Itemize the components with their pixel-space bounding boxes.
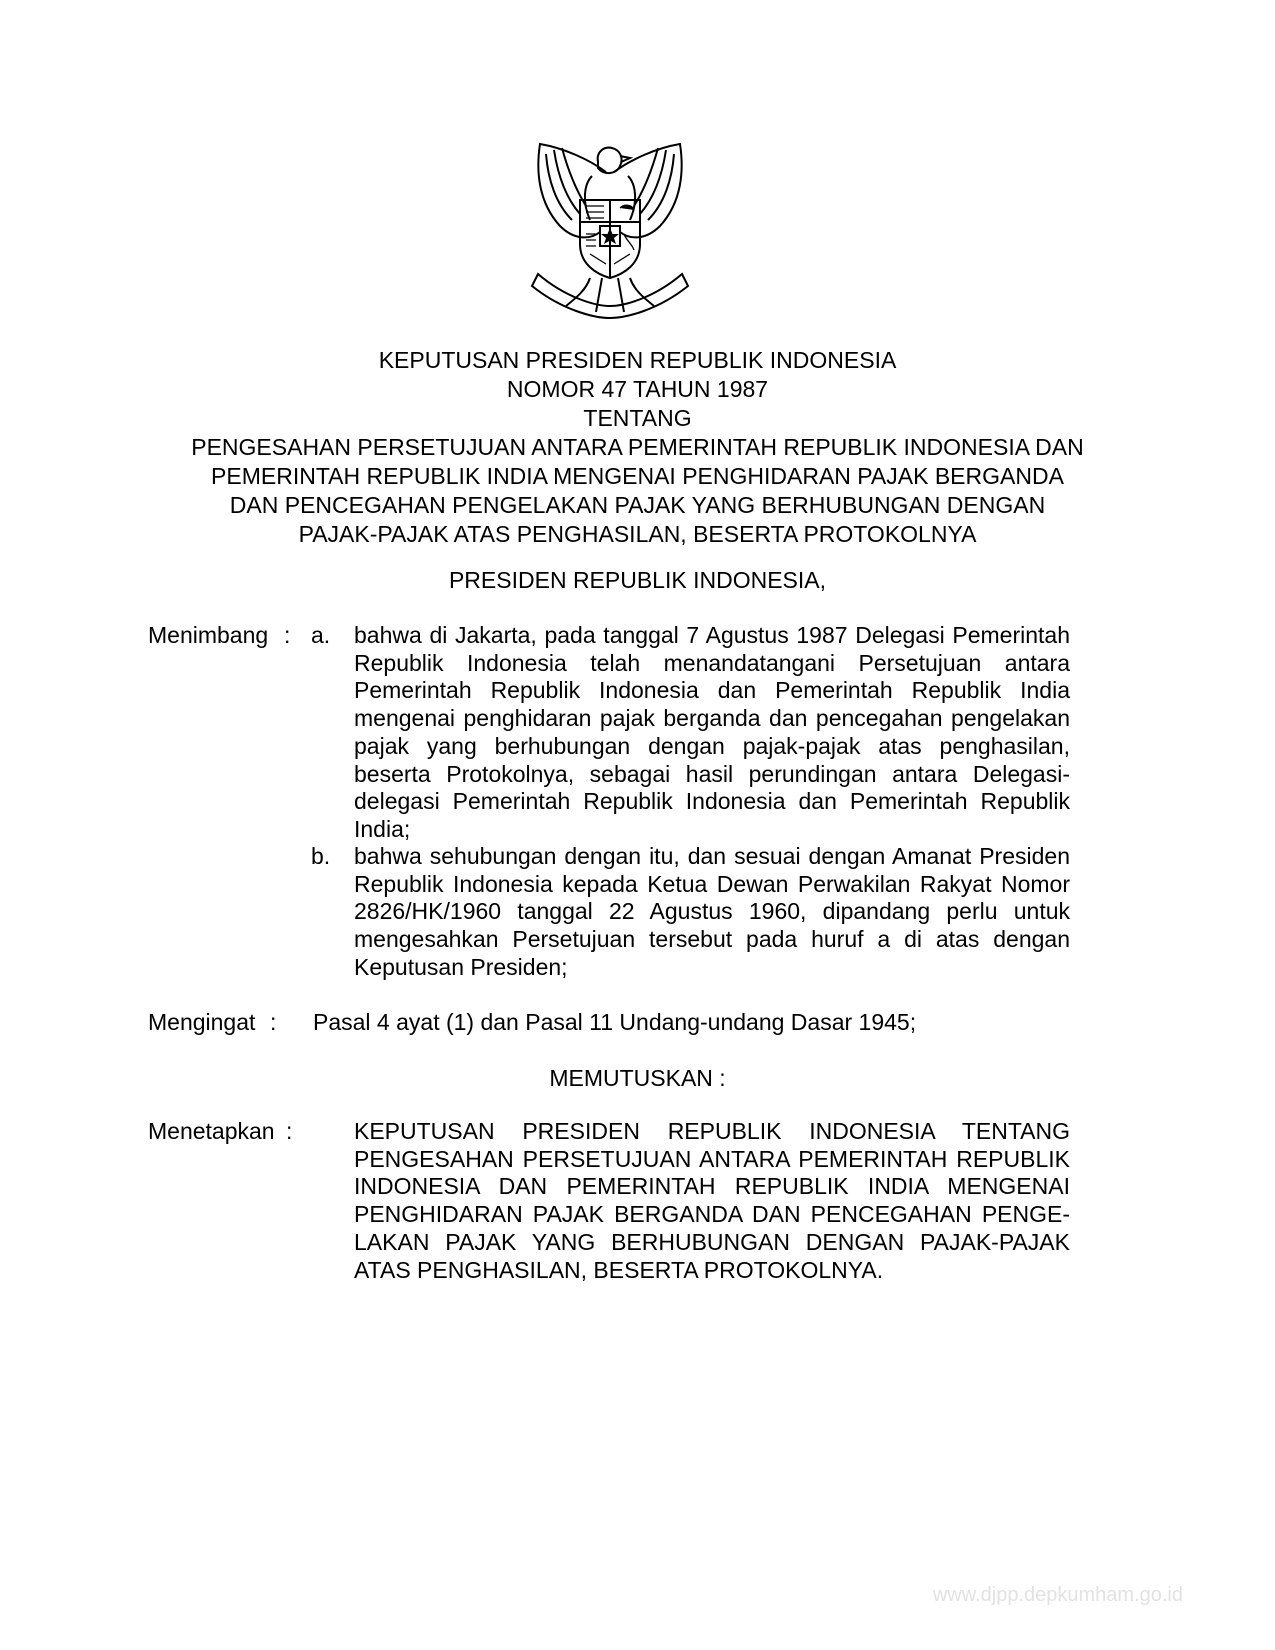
mengingat-label: Mengingat [148, 1009, 256, 1035]
decree-title [0, 346, 1275, 549]
menetapkan-label: Menetapkan [148, 1118, 275, 1144]
title-line: KEPUTUSAN PRESIDEN REPUBLIK INDONESIA [378, 347, 897, 373]
menimbang-label: Menimbang [148, 622, 269, 648]
menimbang-colon: : [284, 622, 291, 648]
garuda-emblem [520, 140, 700, 322]
menimbang-item-b: bahwa sehubungan dengan itu, dan sesuai dengan Amanat Presiden Republik Indonesia kepada Ketua Dewan Perwakilan Rakyat Nomor 2826/HK/1960 tanggal 22 Agustus 1960, dipandang perlu untuk mengesahkan Persetujuan tersebut pada huruf a di atas dengan Keputusan Presiden; [354, 843, 1070, 980]
mengingat-text: Pasal 4 ayat (1) dan Pasal 11 Undang-undang Dasar 1945; [313, 1009, 917, 1035]
title-line: DAN PENCEGAHAN PENGELAKAN PAJAK YANG BERHUBUNGAN DENGAN [229, 492, 1046, 518]
menetapkan-colon: : [286, 1118, 293, 1144]
menimbang-item-a: bahwa di Jakarta, pada tanggal 7 Agustus 1987 Delegasi Pemerintah Republik Indonesia telah menandatangani Persetujuan antara Pemerintah Republik Indonesia dan Pemerintah Republik India mengenai penghidaran pajak berganda dan pencegahan pengelakan pajak yang berhubungan dengan pajak-pajak atas penghasilan, beserta Protokolnya, sebagai hasil perundingan antara Delegasi-delegasi Pemerintah Republik Indonesia dan Pemerintah Republik India; [354, 622, 1070, 842]
menetapkan-text: KEPUTUSAN PRESIDEN REPUBLIK INDONESIA TENTANG PENGESAHAN PERSETUJUAN ANTARA PEMERINTAH REPUBLIK INDONESIA DAN PEMERINTAH REPUBLIK INDIA MENGENAI PENGHIDARAN PAJAK BERGANDA DAN PENCEGAHAN PENGE-LAKAN PAJAK YANG BERHUBUNGAN DENGAN PAJAK-PAJAK ATAS PENGHASILAN, BESERTA PROTOKOLNYA. [354, 1118, 1070, 1283]
title-line: PENGESAHAN PERSETUJUAN ANTARA PEMERINTAH REPUBLIK INDONESIA DAN [191, 434, 1084, 460]
title-line: PEMERINTAH REPUBLIK INDIA MENGENAI PENGHIDARAN PAJAK BERGANDA [211, 463, 1064, 489]
watermark: www.djpp.depkumham.go.id [932, 1584, 1183, 1606]
mengingat-colon: : [270, 1009, 277, 1035]
title-line: PAJAK-PAJAK ATAS PENGHASILAN, BESERTA PROTOKOLNYA [298, 521, 977, 547]
president-heading: PRESIDEN REPUBLIK INDONESIA, [448, 567, 827, 593]
item-marker-b: b. [311, 843, 331, 869]
decision-heading: MEMUTUSKAN : [549, 1065, 726, 1091]
title-line: NOMOR 47 TAHUN 1987 [506, 376, 769, 402]
title-line: TENTANG [583, 405, 692, 431]
item-marker-a: a. [311, 622, 331, 648]
